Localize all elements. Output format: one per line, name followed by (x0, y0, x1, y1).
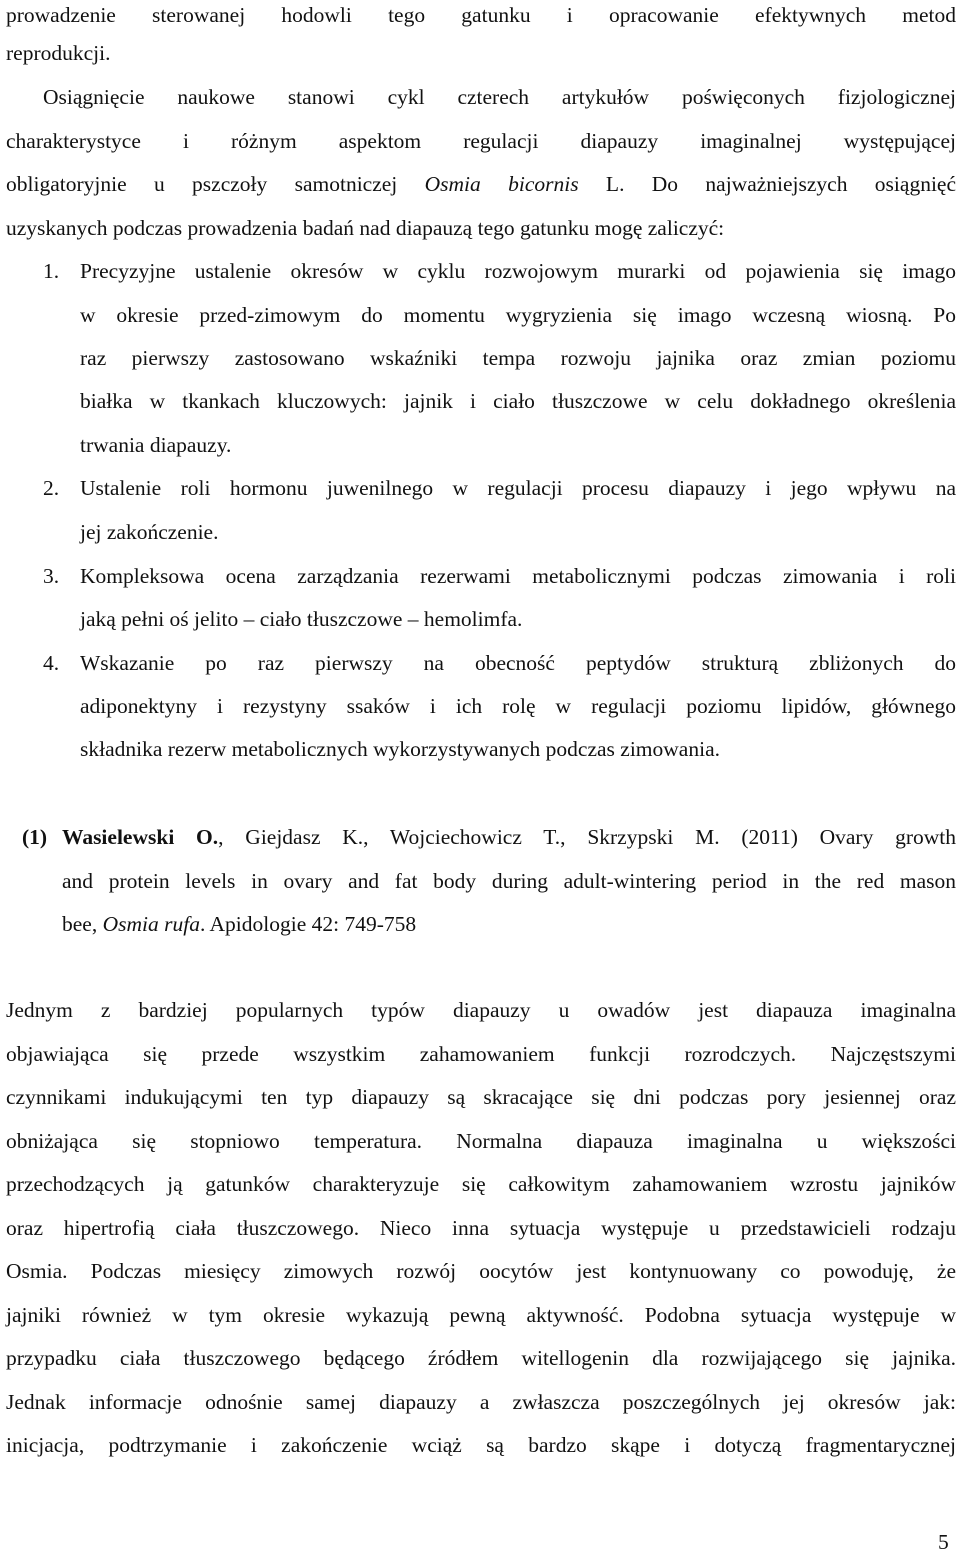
intro-line: prowadzenie sterowanej hodowli tego gatunku i opracowanie efektywnych metod (6, 3, 956, 27)
species-name: Osmia bicornis (424, 172, 579, 196)
list-number: 2. (43, 476, 60, 500)
body-line: obniżająca się stopniowo temperatura. Normalna diapauza imaginalna u większości (6, 1129, 956, 1153)
intro-line: reprodukcji. (6, 41, 111, 65)
list-item-line: białka w tkankach kluczowych: jajnik i ciało tłuszczowe w celu dokładnego określenia (80, 389, 956, 413)
achievement-line: Osiągnięcie naukowe stanowi cykl czterech artykułów poświęconych fizjologicznej (43, 85, 956, 109)
list-item-line: jaką pełni oś jelito – ciało tłuszczowe – hemolimfa. (80, 607, 523, 631)
achievement-line: obligatoryjnie u pszczoły samotniczej Osmia bicornis L. Do najważniejszych osiągnięć (6, 172, 957, 196)
body-line: przypadku ciała tłuszczowego będącego źródłem witellogenin dla rozwijającego się jajnika. (6, 1346, 956, 1370)
achievement-line: charakterystyce i różnym aspektom regulacji diapauzy imaginalnej występującej (6, 129, 956, 153)
reference-line: bee, Osmia rufa. Apidologie 42: 749-758 (62, 912, 417, 936)
body-line: objawiająca się przede wszystkim zahamowaniem funkcji rozrodczych. Najczęstszymi (6, 1042, 956, 1066)
list-item-line: w okresie przed-zimowym do momentu wygryzienia się imago wczesną wiosną. Po (80, 303, 956, 327)
body-line: Jednak informacje odnośnie samej diapauzy a zwłaszcza poszczególnych jej okresów jak: (6, 1390, 956, 1414)
list-item-line: trwania diapauzy. (80, 433, 232, 457)
reference-line: Wasielewski O., Giejdasz K., Wojciechowicz T., Skrzypski M. (2011) Ovary growth (62, 825, 957, 849)
achievement-line: uzyskanych podczas prowadzenia badań nad diapauzą tego gatunku mogę zaliczyć: (6, 216, 725, 240)
body-line: Osmia. Podczas miesięcy zimowych rozwój oocytów jest kontynuowany co powoduję, że (6, 1259, 956, 1283)
list-number: 1. (43, 259, 60, 283)
body-line: Jednym z bardziej popularnych typów diapauzy u owadów jest diapauza imaginalna (6, 998, 956, 1022)
list-item-line: Ustalenie roli hormonu juwenilnego w regulacji procesu diapauzy i jego wpływu na (80, 476, 956, 500)
list-item-line: jej zakończenie. (80, 520, 219, 544)
list-number: 4. (43, 651, 60, 675)
body-line: jajniki również w tym okresie wykazują pewną aktywność. Podobna sytuacja występuje w (6, 1303, 956, 1327)
body-line: przechodzących ją gatunków charakteryzuje się całkowitym zahamowaniem wzrostu jajników (6, 1172, 956, 1196)
body-line: inicjacja, podtrzymanie i zakończenie wciąż są bardzo skąpe i dotyczą fragmentarycznej (6, 1433, 956, 1457)
list-item-line: Wskazanie po raz pierwszy na obecność peptydów strukturą zbliżonych do (80, 651, 956, 675)
species-name: Osmia rufa (102, 912, 200, 936)
body-line: oraz hipertrofią ciała tłuszczowego. Nieco inna sytuacja występuje u przedstawicieli rodzaju (6, 1216, 956, 1240)
reference-author: Wasielewski O. (62, 825, 219, 849)
reference-line: and protein levels in ovary and fat body during adult-wintering period in the red mason (62, 869, 956, 893)
reference-number: (1) (22, 825, 48, 849)
list-item-line: Precyzyjne ustalenie okresów w cyklu rozwojowym murarki od pojawienia się imago (80, 259, 956, 283)
list-item-line: Kompleksowa ocena zarządzania rezerwami metabolicznymi podczas zimowania i roli (80, 564, 956, 588)
page-number: 5 (938, 1530, 949, 1554)
list-item-line: składnika rezerw metabolicznych wykorzystywanych podczas zimowania. (80, 737, 720, 761)
list-item-line: raz pierwszy zastosowano wskaźniki tempa rozwoju jajnika oraz zmian poziomu (80, 346, 956, 370)
list-item-line: adiponektyny i rezystyny ssaków i ich rolę w regulacji poziomu lipidów, głównego (80, 694, 956, 718)
list-number: 3. (43, 564, 60, 588)
body-line: czynnikami indukującymi ten typ diapauzy są skracające się dni podczas pory jesiennej oraz (6, 1085, 956, 1109)
